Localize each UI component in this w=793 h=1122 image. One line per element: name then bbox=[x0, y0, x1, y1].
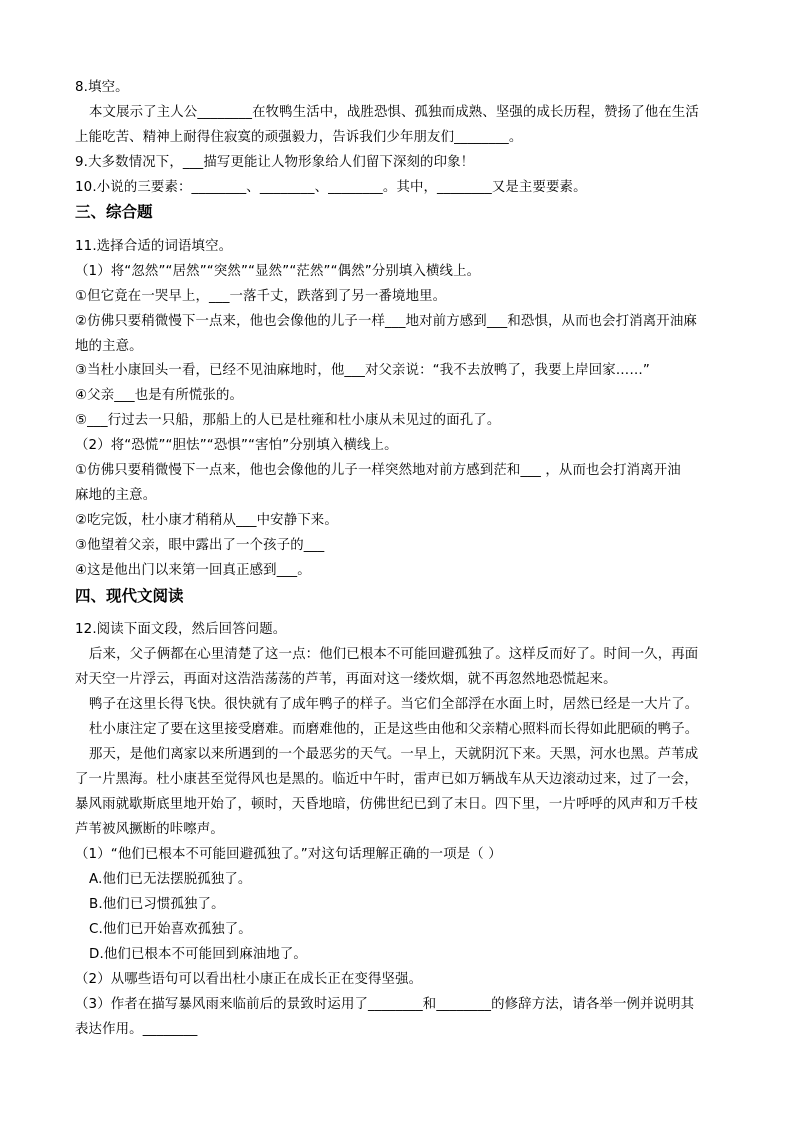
q11-part2-item3: ③他望着父亲，眼中露出了一个孩子的___ bbox=[75, 538, 325, 553]
q12-sub3-question-line2: 表达作用。________ bbox=[75, 1022, 198, 1037]
passage-p2: 鸭子在这里长得飞快。很快就有了成年鸭子的样子。当它们全部浮在水面上时，居然已经是一大片了。 bbox=[89, 697, 699, 712]
q11-part1-item1: ①但它竟在一哭早上，___一落千丈，跌落到了另一番境地里。 bbox=[75, 289, 447, 304]
q11-part1-item5: ⑤___行过去一只船，那船上的人已是杜雍和杜小康从未见过的面孔了。 bbox=[75, 413, 501, 428]
q12-sub1-option-c: C.他们已开始喜欢孤独了。 bbox=[89, 922, 252, 937]
q11-title: 11.选择合适的词语填空。 bbox=[75, 239, 233, 254]
q11-part2-instruction: （2）将“恐慌”“胆怯”“恐惧”“害怕”分别填入横线上。 bbox=[75, 438, 398, 453]
passage-p1-line1: 后来，父子俩都在心里清楚了这一点：他们已根本不可能回避孤独了。这样反而好了。时间一久，再面 bbox=[89, 647, 699, 662]
q12-sub1-question: （1）“他们已根本不可能回避孤独了。”对这句话理解正确的一项是（ ） bbox=[75, 847, 502, 862]
q12-sub1-option-b: B.他们已习惯孤独了。 bbox=[89, 897, 225, 912]
q12-title: 12.阅读下面文段，然后回答问题。 bbox=[75, 622, 287, 637]
q8-text-line2: 上能吃苦、精神上耐得住寂寞的顽强毅力，告诉我们少年朋友们________。 bbox=[75, 130, 523, 145]
q11-part1-instruction: （1）将“忽然”“居然”“突然”“显然”“茫然”“偶然”分别填入横线上。 bbox=[75, 264, 481, 279]
passage-p1-line2: 对天空一片浮云，再面对这浩浩荡荡的芦苇，再面对这一缕炊烟，就不再忽然地恐慌起来。 bbox=[75, 672, 617, 687]
section-3-heading: 三、综合题 bbox=[75, 203, 153, 221]
q12-sub1-option-d: D.他们已根本不可能回到麻油地了。 bbox=[89, 947, 307, 962]
passage-p3: 杜小康注定了要在这里接受磨难。而磨难他的，正是这些由他和父亲精心照料而长得如此肥硕的鸭子。 bbox=[89, 722, 699, 737]
q11-part2-item2: ②吃完饭，杜小康才稍稍从___中安静下来。 bbox=[75, 513, 338, 528]
q11-part1-item3: ③当杜小康回头一看，已经不见油麻地时，他___对父亲说：“我不去放鸭了，我要上岸回家……” bbox=[75, 363, 650, 378]
q12-sub3-question-line1: （3）作者在描写暴风雨来临前后的景致时运用了________和________的修辞方法，请各举一例并说明其 bbox=[75, 997, 695, 1012]
passage-p4-line4: 芦苇被风撅断的咔嚓声。 bbox=[75, 822, 224, 837]
q11-part1-item4: ④父亲___也是有所慌张的。 bbox=[75, 388, 244, 403]
q11-part2-item4: ④这是他出门以来第一回真正感到___。 bbox=[75, 563, 311, 578]
passage-p4-line3: 暴风雨就歇斯底里地开始了，顿时，天昏地暗，仿佛世纪已到了末日。四下里，一片呼呼的风声和万千枝 bbox=[75, 797, 698, 812]
q12-sub2-question: （2）从哪些语句可以看出杜小康正在成长正在变得坚强。 bbox=[75, 972, 423, 987]
section-4-heading: 四、现代文阅读 bbox=[75, 587, 184, 605]
q11-part2-item1-line1: ①仿佛只要稍微慢下一点来，他也会像他的儿子一样突然地对前方感到茫和___ ，从而也会打消离开油 bbox=[75, 463, 681, 478]
q9-text: 9.大多数情况下，___描写更能让人物形象给人们留下深刻的印象！ bbox=[75, 155, 475, 170]
passage-p4-line1: 那天，是他们离家以来所遇到的一个最恶劣的天气。一早上，天就阴沉下来。天黑，河水也黑。芦苇成 bbox=[89, 747, 699, 762]
passage-p4-line2: 了一片黑海。杜小康甚至觉得风也是黑的。临近中午时，雷声已如万辆战车从天边滚动过来，过了一会， bbox=[75, 772, 698, 787]
q11-part1-item2-line1: ②仿佛只要稍微慢下一点来，他也会像他的儿子一样___地对前方感到___和恐惧，从而也会打消离开油麻 bbox=[75, 314, 697, 329]
q8-title: 8.填空。 bbox=[75, 80, 129, 95]
q10-text: 10.小说的三要素：________、________、________。其中，________又是主要要素。 bbox=[75, 180, 587, 195]
q11-part1-item2-line2: 地的主意。 bbox=[75, 339, 143, 354]
q11-part2-item1-line2: 麻地的主意。 bbox=[75, 488, 157, 503]
q8-text-line1: 本文展示了主人公________在牧鸭生活中，战胜恐惧、孤独而成熟、坚强的成长历程，赞扬了他在生活 bbox=[89, 105, 699, 120]
q12-sub1-option-a: A.他们已无法摆脱孤独了。 bbox=[89, 872, 252, 887]
